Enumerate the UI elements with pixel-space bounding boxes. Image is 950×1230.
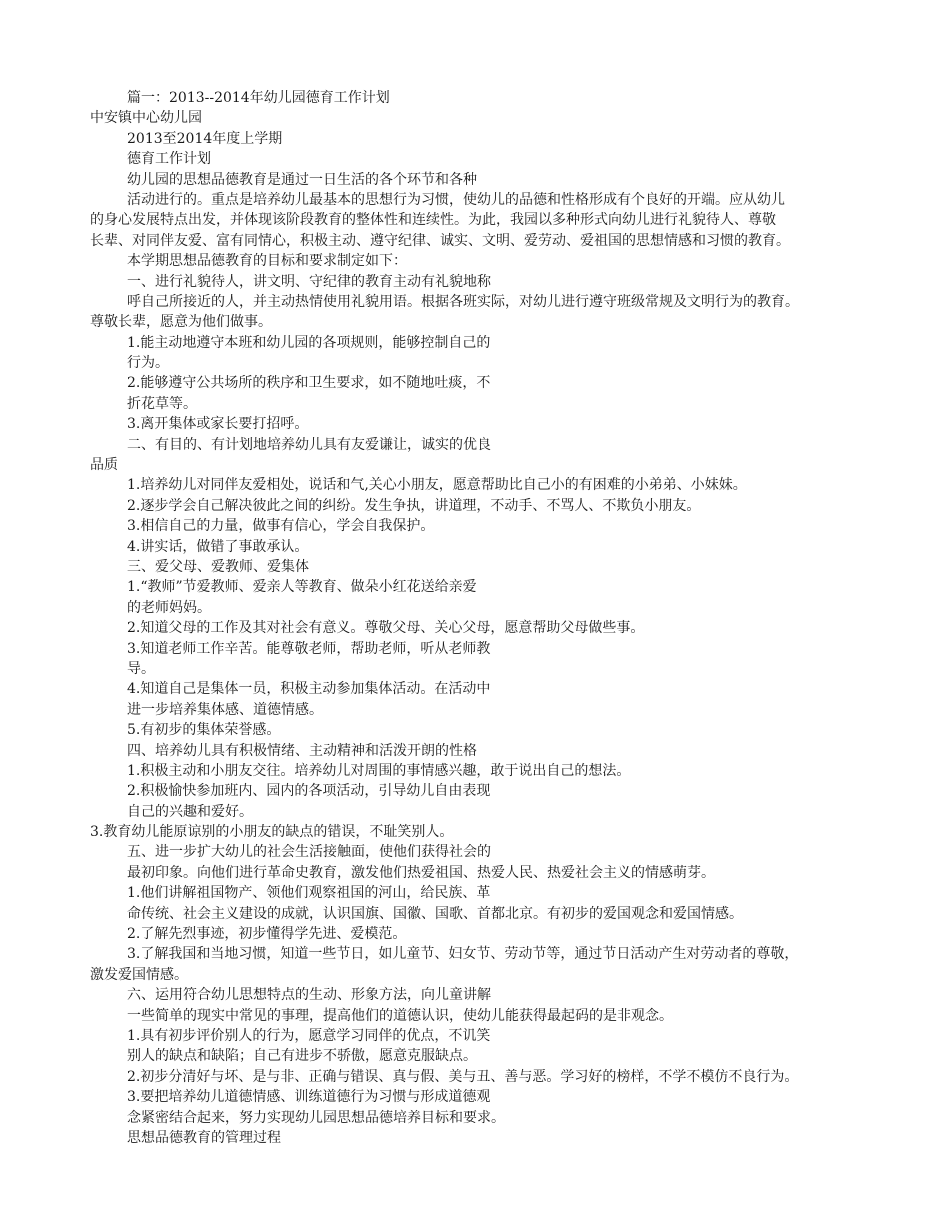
text-line: 活动进行的。重点是培养幼儿最基本的思想行为习惯，使幼儿的品德和性格形成有个良好的开端。应从幼儿 <box>127 191 785 208</box>
text-line: 中安镇中心幼儿园 <box>90 110 202 127</box>
text-line: 命传统、社会主义建设的成就，认识国旗、国徽、国歌、首都北京。有初步的爱国观念和爱国情感。 <box>127 905 743 922</box>
text-line: 3.教育幼儿能原谅别的小朋友的缺点的错误，不耻笑别人。 <box>90 824 454 841</box>
text-line: 一、进行礼貌待人，讲文明、守纪律的教育主动有礼貌地称 <box>127 273 491 290</box>
text-line: 思想品德教育的管理过程 <box>127 1129 281 1146</box>
text-line: 别人的缺点和缺陷；自己有进步不骄傲，愿意克服缺点。 <box>127 1048 477 1065</box>
text-line: 激发爱国情感。 <box>90 966 188 983</box>
text-line: 德育工作计划 <box>127 151 211 168</box>
text-line: 2.了解先烈事迹，初步懂得学先进、爱模范。 <box>127 926 407 943</box>
text-line: 六、运用符合幼儿思想特点的生动、形象方法，向儿童讲解 <box>127 987 491 1004</box>
text-line: 3.要把培养幼儿道德情感、训练道德行为习惯与形成道德观 <box>127 1089 491 1106</box>
text-line: 幼儿园的思想品德教育是通过一日生活的各个环节和各种 <box>127 171 477 188</box>
text-line: 2.积极愉快参加班内、园内的各项活动，引导幼儿自由表现 <box>127 783 491 800</box>
text-line: 2013至2014年度上学期 <box>127 130 283 147</box>
text-line: 3.了解我国和当地习惯，知道一些节日，如儿童节、妇女节、劳动节等，通过节日活动产生对劳动者的尊敬， <box>127 946 799 963</box>
text-line: 5.有初步的集体荣誉感。 <box>127 722 281 739</box>
text-line: 3.知道老师工作辛苦。能尊敬老师，帮助老师，听从老师教 <box>127 640 491 657</box>
text-line: 4.知道自己是集体一员，积极主动参加集体活动。在活动中 <box>127 681 491 698</box>
text-line: 2.逐步学会自己解决彼此之间的纠纷。发生争执，讲道理，不动手、不骂人、不欺负小朋友。 <box>127 497 701 514</box>
text-line: 3.离开集体或家长要打招呼。 <box>127 416 309 433</box>
text-line: 1.具有初步评价别人的行为，愿意学习同伴的优点，不讥笑 <box>127 1027 491 1044</box>
text-line: 一些简单的现实中常见的事理，提高他们的道德认识，使幼儿能获得最起码的是非观念。 <box>127 1007 673 1024</box>
text-line: 1.积极主动和小朋友交往。培养幼儿对周围的事情感兴趣，敢于说出自己的想法。 <box>127 762 631 779</box>
text-line: 1.培养幼儿对同伴友爱相处，说话和气,关心小朋友，愿意帮助比自己小的有困难的小弟弟、小妹妹。 <box>127 477 747 494</box>
text-line: 行为。 <box>127 355 169 372</box>
text-line: 三、爱父母、爱教师、爱集体 <box>127 558 309 575</box>
text-line: 最初印象。向他们进行革命史教育，激发他们热爱祖国、热爱人民、热爱社会主义的情感萌芽。 <box>127 864 715 881</box>
text-line: 长辈、对同伴友爱、富有同情心，积极主动、遵守纪律、诚实、文明、爱劳动、爱祖国的思想情感和习惯的教育。 <box>90 232 790 249</box>
text-line: 念紧密结合起来，努力实现幼儿园思想品德培养目标和要求。 <box>127 1109 505 1126</box>
text-line: 品质 <box>90 457 118 474</box>
text-line: 五、进一步扩大幼儿的社会生活接触面，使他们获得社会的 <box>127 844 491 861</box>
text-line: 导。 <box>127 660 155 677</box>
text-line: 1.“教师”节爱教师、爱亲人等教育、做朵小红花送给亲爱 <box>127 579 477 596</box>
text-line: 4.讲实话，做错了事敢承认。 <box>127 538 309 555</box>
text-line: 2.知道父母的工作及其对社会有意义。尊敬父母、关心父母，愿意帮助父母做些事。 <box>127 620 645 637</box>
text-line: 本学期思想品德教育的目标和要求制定如下： <box>127 253 407 270</box>
text-line: 1.他们讲解祖国物产、领他们观察祖国的河山，给民族、革 <box>127 885 491 902</box>
text-line: 2.初步分清好与坏、是与非、正确与错误、真与假、美与丑、善与恶。学习好的榜样，不学不模仿不良行为。 <box>127 1068 799 1085</box>
text-line: 尊敬长辈，愿意为他们做事。 <box>90 314 272 331</box>
text-line: 的老师妈妈。 <box>127 599 211 616</box>
text-line: 篇一：2013--2014年幼儿园德育工作计划 <box>127 90 390 106</box>
text-line: 四、培养幼儿具有积极情绪、主动精神和活泼开朗的性格 <box>127 742 477 759</box>
document-body <box>90 88 880 1148</box>
text-line: 呼自己所接近的人，并主动热情使用礼貌用语。根据各班实际，对幼儿进行遵守班级常规及文明行为的教育。 <box>127 293 799 310</box>
text-line: 3.相信自己的力量，做事有信心，学会自我保护。 <box>127 518 435 535</box>
text-line: 自己的兴趣和爱好。 <box>127 803 253 820</box>
text-line: 二、有目的、有计划地培养幼儿具有友爱谦让，诚实的优良 <box>127 436 491 453</box>
text-line: 的身心发展特点出发，并体现该阶段教育的整体性和连续性。为此，我园以多种形式向幼儿进行礼貌待人、尊敬 <box>90 212 776 229</box>
text-line: 2.能够遵守公共场所的秩序和卫生要求，如不随地吐痰，不 <box>127 375 491 392</box>
text-line: 进一步培养集体感、道德情感。 <box>127 701 323 718</box>
text-line: 折花草等。 <box>127 395 197 412</box>
text-line: 1.能主动地遵守本班和幼儿园的各项规则，能够控制自己的 <box>127 334 491 351</box>
